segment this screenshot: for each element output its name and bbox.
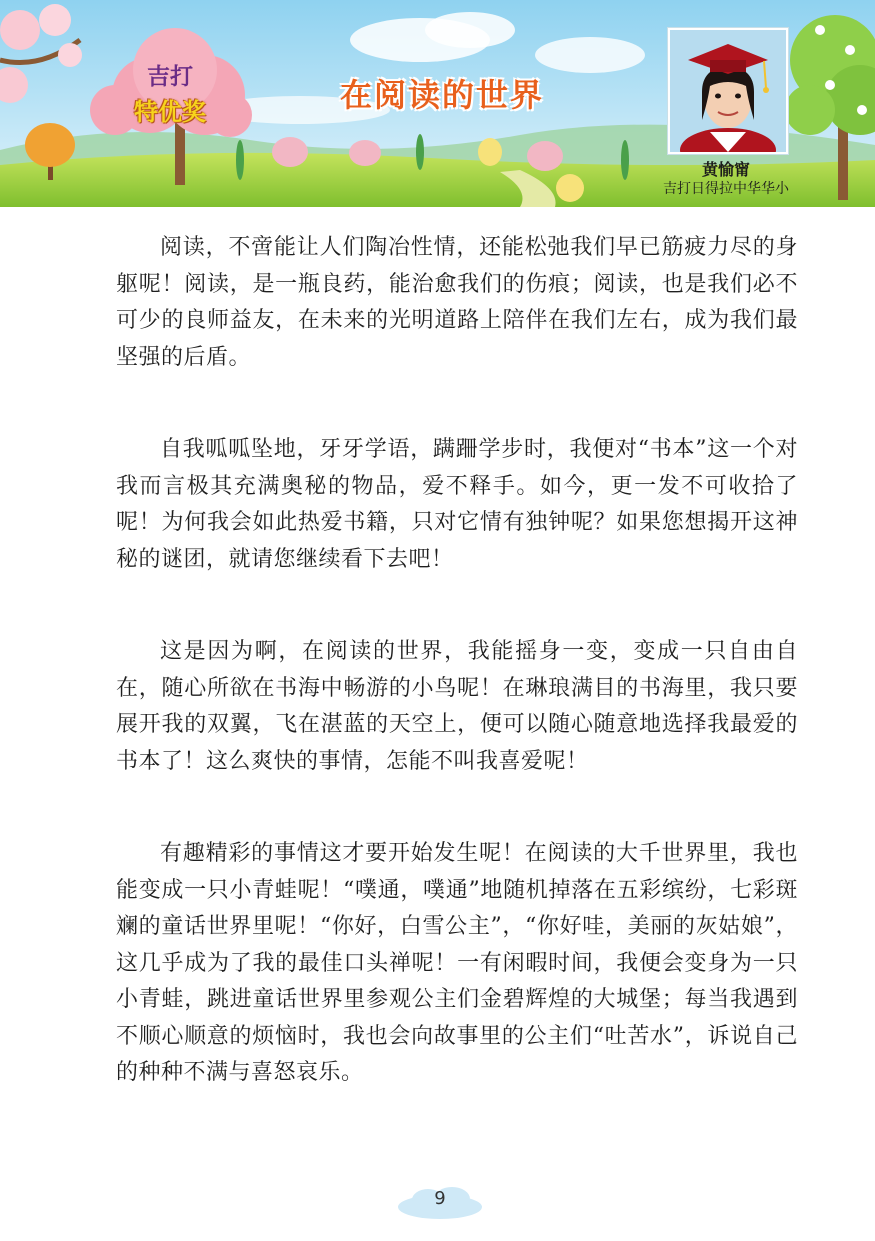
author-name: 黄愉甯 <box>701 160 750 179</box>
author-photo <box>668 28 788 154</box>
page-title: 在阅读的世界 <box>340 76 545 114</box>
essay-body <box>116 230 798 1148</box>
award-title-label: 特优奖 <box>134 98 206 126</box>
award-region-label: 吉打 <box>147 64 193 90</box>
paragraph: 这是因为啊，在阅读的世界，我能摇身一变，变成一只自由自在，随心所欲在书海中畅游的小鸟呢！在琳琅满目的书海里，我只要展开我的双翼，飞在湛蓝的天空上，便可以随心随意地选择我最爱的书本了！这么爽快的事情，怎能不叫我喜爱呢！ <box>116 639 798 774</box>
avatar-graduate-icon <box>670 30 786 152</box>
page-footer <box>392 1185 488 1223</box>
header-banner <box>0 0 875 207</box>
author-school: 吉打日得拉中华华小 <box>663 181 789 197</box>
paragraph: 自我呱呱坠地，牙牙学语，蹒跚学步时，我便对“书本”这一个对我而言极其充满奥秘的物品，爱不释手。如今，更一发不可收拾了呢！为何我会如此热爱书籍，只对它情有独钟呢？如果您想揭开这神秘的谜团，就请您继续看下去吧！ <box>116 437 798 572</box>
paragraph: 有趣精彩的事情这才要开始发生呢！在阅读的大千世界里，我也能变成一只小青蛙呢！“噗通，噗通”地随机掉落在五彩缤纷，七彩斑斓的童话世界里呢！“你好，白雪公主”，“你好哇，美丽的灰姑娘”，这几乎成为了我的最佳口头禅呢！一有闲暇时间，我便会变身为一只小青蛙，跳进童话世界里参观公主们金碧辉煌的大城堡；每当我遇到不顺心顺意的烦恼时，我也会向故事里的公主们“吐苦水”，诉说自己的种种不满与喜怒哀乐。 <box>116 841 798 1085</box>
page-number: 9 <box>434 1188 446 1209</box>
paragraph: 阅读，不啻能让人们陶冶性情，还能松弛我们早已筋疲力尽的身躯呢！阅读，是一瓶良药，能治愈我们的伤痕；阅读，也是我们必不可少的良师益友，在未来的光明道路上陪伴在我们左右，成为我们最坚强的后盾。 <box>116 235 798 370</box>
